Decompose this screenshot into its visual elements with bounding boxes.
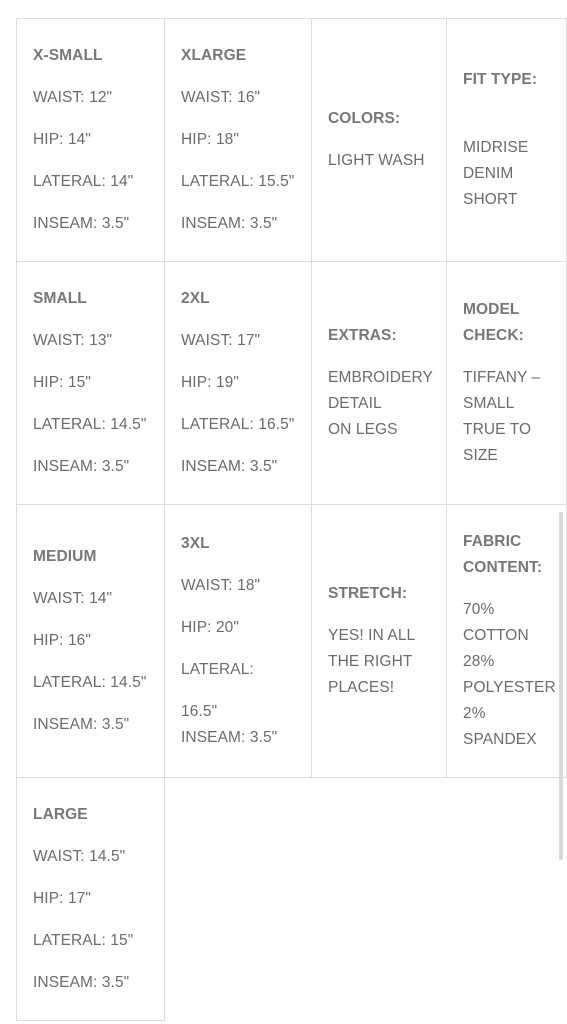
fit-type-cell [446,18,567,262]
fabric-content-value-line: 70% [463,601,495,618]
lateral-measure [181,657,311,725]
fabric-content-cell [446,504,567,778]
inseam-measure: INSEAM: 3.5" [181,729,278,746]
inseam-measure: INSEAM: 3.5" [33,716,130,733]
inseam-measure: INSEAM: 3.5" [33,974,130,991]
fabric-content-value-line: POLYESTER [463,679,556,696]
extras-value-line: EMBROIDERY [328,369,433,386]
fabric-content-label-line: FABRIC [463,533,522,550]
size-cell-medium [16,504,165,778]
lateral-measure: LATERAL: 15" [33,932,134,949]
hip-measure: HIP: 18" [181,131,239,148]
size-name: SMALL [33,290,87,307]
fit-type-value-line: SHORT [463,191,518,208]
stretch-cell [311,504,447,778]
stretch-value-line: THE RIGHT [328,653,413,670]
colors-value: LIGHT WASH [328,152,425,169]
waist-measure: WAIST: 14.5" [33,848,126,865]
lateral-measure: LATERAL: 15.5" [181,173,295,190]
inseam-measure: INSEAM: 3.5" [33,458,130,475]
extras-value-line: ON LEGS [328,421,398,438]
fabric-content-label-line: CONTENT: [463,559,543,576]
fabric-content-value-line: SPANDEX [463,731,537,748]
waist-measure: WAIST: 12" [33,89,113,106]
size-cell-2xl [164,261,312,505]
model-check-value-line: SMALL [463,395,515,412]
model-check-value-line: SIZE [463,447,498,464]
lateral-measure: LATERAL: 14.5" [33,674,147,691]
size-name: LARGE [33,806,88,823]
fit-type-label: FIT TYPE: [463,71,538,88]
model-check-value-line: TRUE TO [463,421,532,438]
lateral-measure-line: 16.5" [181,703,218,720]
model-check-cell [446,261,567,505]
size-cell-small [16,261,165,505]
fabric-content-value-line: COTTON [463,627,529,644]
waist-measure: WAIST: 16" [181,89,261,106]
waist-measure: WAIST: 17" [181,332,261,349]
lateral-measure-line: LATERAL: [181,661,254,678]
extras-value-line: DETAIL [328,395,382,412]
size-name: 3XL [181,535,210,552]
size-name: XLARGE [181,47,247,64]
lateral-measure: LATERAL: 14.5" [33,416,147,433]
hip-measure: HIP: 19" [181,374,239,391]
fabric-content-value-line: 28% [463,653,495,670]
inseam-measure: INSEAM: 3.5" [181,458,278,475]
size-cell-large [16,777,165,1021]
extras-label: EXTRAS: [328,327,397,344]
size-cell-xsmall [16,18,165,262]
stretch-value-line: YES! IN ALL [328,627,416,644]
stretch-label: STRETCH: [328,585,408,602]
lateral-measure: LATERAL: 16.5" [181,416,295,433]
stretch-value-line: PLACES! [328,679,395,696]
size-name: MEDIUM [33,548,97,565]
size-cell-xlarge [164,18,312,262]
model-check-label-line: CHECK: [463,327,524,344]
inseam-measure: INSEAM: 3.5" [33,215,130,232]
fit-type-value-line: MIDRISE [463,139,529,156]
size-name: 2XL [181,290,210,307]
hip-measure: HIP: 17" [33,890,91,907]
inseam-measure: INSEAM: 3.5" [181,215,278,232]
colors-cell [311,18,447,262]
hip-measure: HIP: 16" [33,632,91,649]
size-cell-3xl [164,504,312,778]
colors-label: COLORS: [328,110,401,127]
waist-measure: WAIST: 14" [33,590,113,607]
size-name: X-SMALL [33,47,103,64]
fabric-content-value-line: 2% [463,705,486,722]
waist-measure: WAIST: 18" [181,577,261,594]
model-check-label-line: MODEL [463,301,520,318]
waist-measure: WAIST: 13" [33,332,113,349]
fit-type-value-line: DENIM [463,165,514,182]
hip-measure: HIP: 20" [181,619,239,636]
hip-measure: HIP: 14" [33,131,91,148]
model-check-value-line: TIFFANY – [463,369,541,386]
lateral-measure: LATERAL: 14" [33,173,134,190]
vertical-scrollbar[interactable] [559,512,563,860]
extras-cell [311,261,447,505]
hip-measure: HIP: 15" [33,374,91,391]
